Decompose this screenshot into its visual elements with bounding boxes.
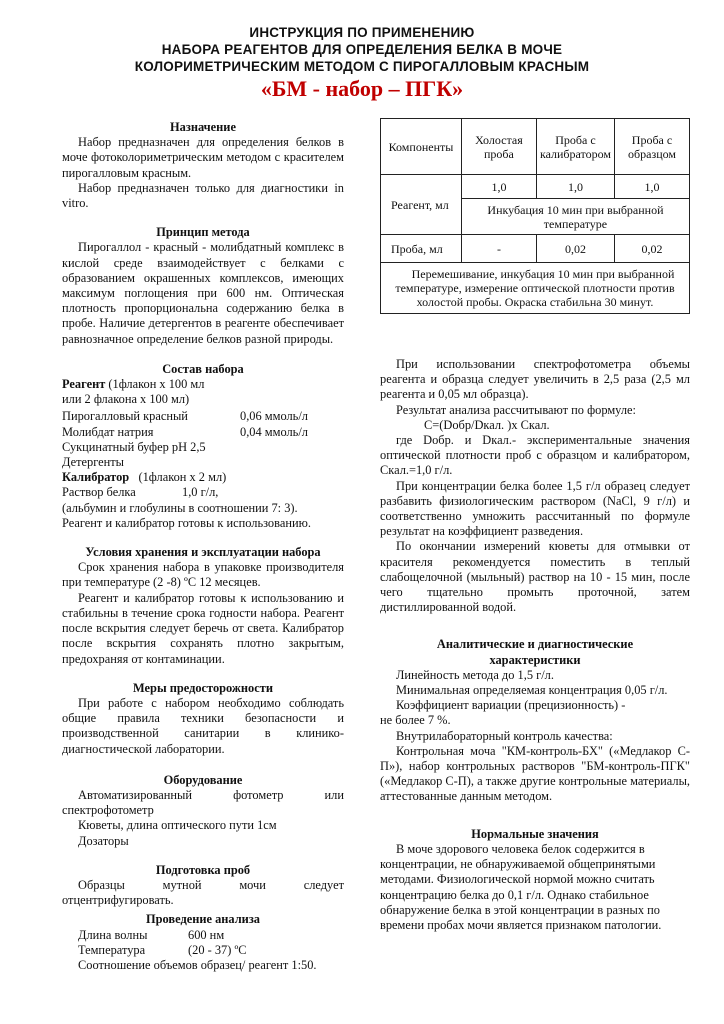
wavelength-value: 600 нм — [188, 927, 225, 942]
component-name: Молибдат натрия — [62, 424, 154, 439]
equipment-item: Дозаторы — [78, 833, 129, 848]
calibrator-conc: 1,0 г/л, — [182, 485, 219, 500]
table-header: Проба с образцом — [615, 119, 690, 175]
purpose-text-2: Набор предназначен только для диагностики in vitro. — [62, 180, 344, 211]
reagent-pack: (1флакон х 100 мл — [105, 377, 205, 392]
temperature-label: Температура — [78, 942, 146, 957]
principle-title: Принцип метода — [156, 225, 250, 240]
table-cell: 1,0 — [461, 175, 536, 199]
doc-title-line3: КОЛОРИМЕТРИЧЕСКИМ МЕТОДОМ С ПИРОГАЛЛОВЫМ КРАСНЫМ — [134, 59, 590, 74]
table-cell: Проба, мл — [381, 235, 462, 263]
table-cell: Реагент, мл — [381, 175, 462, 235]
table-cell: Инкубация 10 мин при выбранной температуре — [461, 199, 689, 235]
table-header: Холостая проба — [461, 119, 536, 175]
storage-text: Срок хранения набора в упаковке производителя при температуре (2 -8) ºС 12 месяцев. — [62, 560, 344, 590]
composition-list — [62, 377, 344, 531]
composition-title: Состав набора — [162, 361, 244, 376]
reagent-name: Реагент — [62, 377, 106, 392]
table-footer: Перемешивание, инкубация 10 мин при выбранной температуре, измерение оптической плотности против холостой пробы. Окраска стабильна 30 минут. — [381, 263, 690, 314]
table-header: Компоненты — [381, 119, 462, 175]
equipment-title: Оборудование — [163, 772, 243, 787]
temperature-value: (20 - 37) ºС — [188, 942, 247, 957]
component-name: Сукцинатный буфер рН 2,5 — [62, 439, 206, 454]
left-column — [62, 120, 344, 973]
calc-text: где Dобр. и Dкал.- экспериментальные значения оптической плотности проб с образцом и калибратором, Скал.=1,0 г/л. — [380, 433, 690, 478]
storage-title: Условия хранения и эксплуатации набора — [85, 545, 321, 560]
formula: С=(Dобр/Dкал. )х Скал. — [424, 417, 550, 432]
calibrator-pack: (1флакон х 2 мл) — [129, 470, 227, 485]
analytics-line: Минимальная определяемая концентрация 0,05 г/л. — [396, 683, 668, 698]
equipment-item: Кюветы, длина оптического пути 1см — [78, 818, 277, 833]
ratio-text: Соотношение объемов образец/ реагент 1:50. — [78, 957, 317, 972]
precautions-title: Меры предосторожности — [133, 680, 273, 695]
analytics-line: Внутрилабораторный контроль качества: — [396, 728, 613, 743]
sample-prep-text: Образцы мутной мочи следует отцентрифугировать. — [62, 877, 344, 908]
sample-prep-title: Подготовка проб — [155, 862, 251, 877]
component-value: 0,06 ммоль/л — [240, 409, 308, 424]
normal-text: В моче здорового человека белок содержится в концентрации, не обнаруживаемой общепринятыми методами. Физиологической нормой можно считать концентрацию белка до 0,1 г/л. Однако стабильное обнаружение белка в этой концентрации в разных по времени пробах мочи является признаком патологии. — [380, 841, 662, 932]
table-cell: 1,0 — [536, 175, 614, 199]
calc-text: При использовании спектрофотометра объемы реагента и образца следует увеличить в 2,5 раза (2,5 мл реагента и 0,05 мл образца). — [380, 357, 690, 402]
purpose-title: Назначение — [170, 120, 236, 134]
principle-text: Пирогаллол - красный - молибдатный комплекс в кислой среде взаимодействует с белками с образованием окрашенных комплексов, имеющих максимум поглощения при 600 нм. Оптическая плотность пропорциональна содержанию белка в пробе. Наличие детергентов в реагенте обеспечивает равнозначное определение белков разной природы. — [62, 240, 344, 346]
calibrator-name: Калибратор — [62, 470, 130, 485]
normal-title: Нормальные значения — [471, 826, 599, 841]
equipment-item: Автоматизированный фотометр или спектрофотометр — [62, 787, 344, 818]
analytics-line: не более 7 %. — [380, 713, 451, 728]
component-name: Детергенты — [62, 455, 125, 470]
calibrator-note: (альбумин и глобулины в соотношении 7: 3). — [62, 500, 298, 515]
wavelength-label: Длина волны — [78, 927, 148, 942]
analytics-line: Линейность метода до 1,5 г/л. — [396, 667, 554, 682]
table-cell: 0,02 — [615, 235, 690, 263]
calc-text: Результат анализа рассчитывают по формуле: — [396, 402, 636, 417]
purpose-text: Набор предназначен для определения белков в моче фотоколориметрическим методом с красителем пирогалловым красным. — [62, 135, 344, 180]
precautions-text: При работе с набором необходимо соблюдать общие правила техники безопасности и производственной санитарии в клинико-диагностической лаборатории. — [62, 695, 344, 756]
table-cell: - — [461, 235, 536, 263]
components-table — [380, 118, 690, 314]
table-cell: 1,0 — [615, 175, 690, 199]
analytics-title: Аналитические и диагностические характеристики — [436, 637, 634, 667]
doc-title-line2: НАБОРА РЕАГЕНТОВ ДЛЯ ОПРЕДЕЛЕНИЯ БЕЛКА В МОЧЕ — [161, 42, 563, 57]
ready-note: Реагент и калибратор готовы к использованию. — [62, 515, 311, 530]
doc-title-line1: ИНСТРУКЦИЯ ПО ПРИМЕНЕНИЮ — [249, 25, 475, 40]
analytics-line: Коэффициент вариации (прецизионность) - — [396, 698, 626, 713]
calibrator-solution: Раствор белка — [62, 485, 136, 500]
calc-text: По окончании измерений кюветы для отмывки от красителя рекомендуется поместить в теплый слабощелочной (мыльный) раствор на 10 - 15 мин, после чего тщательно промыть проточной, затем дистиллированной водой. — [380, 539, 690, 615]
reagent-pack-alt: или 2 флакона х 100 мл) — [62, 392, 190, 407]
component-value: 0,04 ммоль/л — [240, 424, 308, 439]
table-cell: 0,02 — [536, 235, 614, 263]
calc-text: При концентрации белка более 1,5 г/л образец следует разбавить физиологическим раствором (NaCl, 9 г/л) и соответственно умножить рассчитанный по формуле результат на коэффициент разведения. — [380, 478, 690, 539]
table-header: Проба с калибратором — [536, 119, 614, 175]
product-name: «БМ - набор – ПГК» — [260, 76, 464, 101]
analytics-line: Контрольная моча "КМ-контроль-БХ" («Медлакор С-П»), набор контрольных растворов "БМ-контроль-ПГК" («Медлакор С-П), а также другие контрольные материалы, аттестованные данным методом. — [380, 743, 690, 804]
component-name: Пирогалловый красный — [62, 409, 188, 424]
right-column — [380, 357, 690, 933]
procedure-title: Проведение анализа — [146, 912, 260, 927]
storage-text-2: Реагент и калибратор готовы к использованию и стабильны в течение срока годности набора. Реагент после вскрытия следует беречь от света. Калибратор после вскрытия сохранять плотно закрытым, предохраняя от контаминации. — [62, 590, 344, 666]
